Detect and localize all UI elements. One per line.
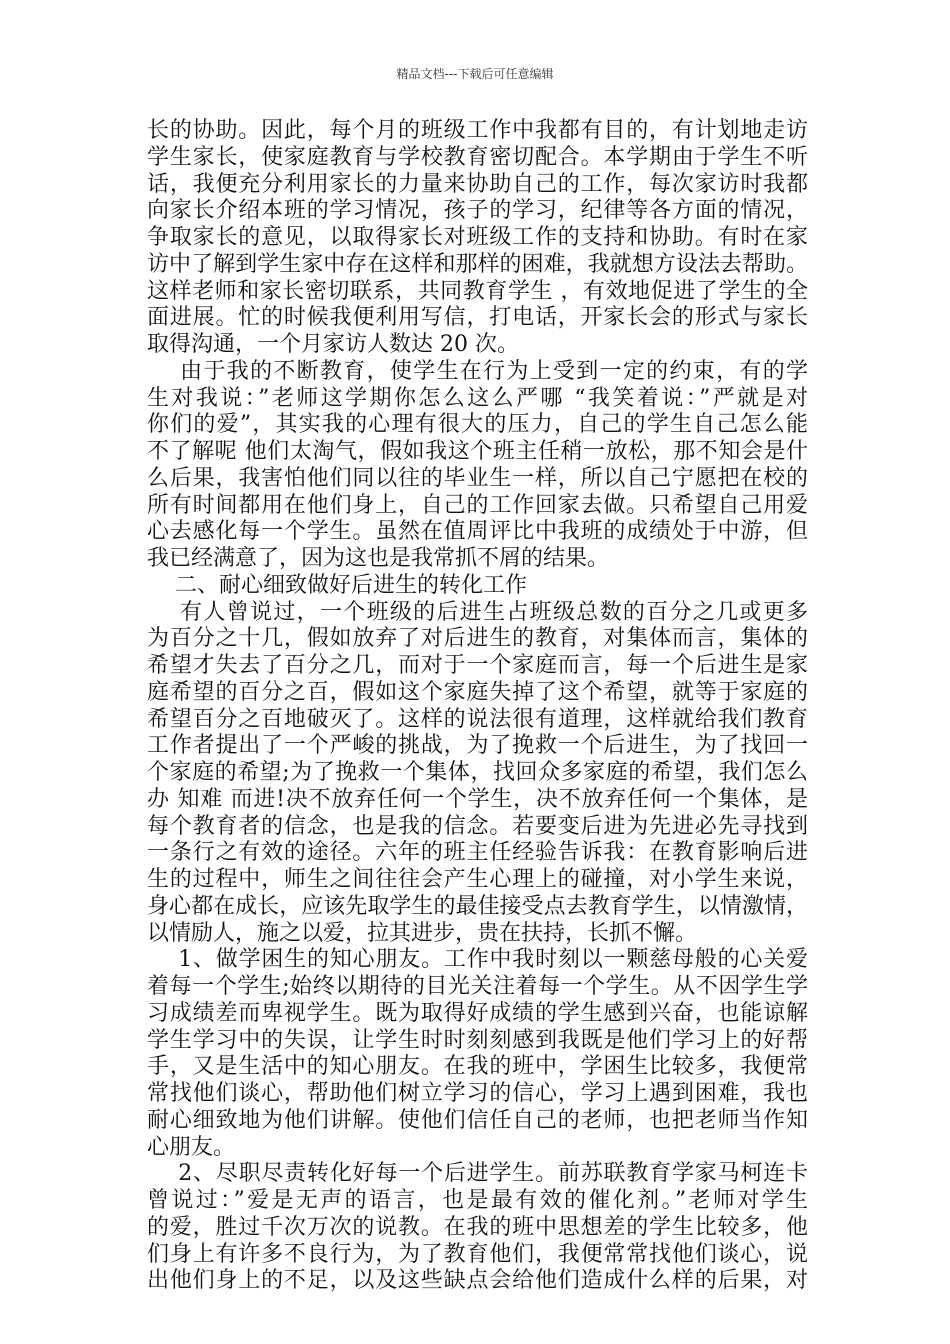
- text-line: 面进展。忙的时候我便利用写信，打电话，开家长会的形式与家长: [147, 305, 808, 331]
- text-line: 不了解呢 他们太淘气，假如我这个班主任稍一放松，那不知会是什: [147, 439, 808, 464]
- text-line: 心去感化每一个学生。虽然在值周评比中我班的成绩处于中游，但: [147, 519, 808, 545]
- text-line: 学生家长，使家庭教育与学校教育密切配合。本学期由于学生不听: [147, 144, 808, 170]
- text-line: 工作者提出了一个严峻的挑战，为了挽救一个后进生，为了找回一: [147, 733, 808, 759]
- text-line: 的爱，胜过千次万次的说教。在我的班中思想差的学生比较多，他: [147, 1214, 808, 1240]
- text-line: 访中了解到学生家中存在这样和那样的困难，我就想方设法去帮助。: [147, 251, 808, 277]
- text-line: 以情励人，施之以爱，拉其进步，贵在扶持，长抓不懈。: [147, 920, 698, 946]
- text-line: 你们的爱”，其实我的心理有很大的压力，自己的学生自己怎么能: [147, 412, 808, 438]
- text-line: 向家长介绍本班的学习情况，孩子的学习，纪律等各方面的情况，: [147, 198, 808, 224]
- text-line: 学生学习中的失误，让学生时时刻刻感到我既是他们学习上的好帮: [147, 1027, 808, 1053]
- text-line: 常找他们谈心，帮助他们树立学习的信心，学习上遇到困难，我也: [147, 1081, 808, 1106]
- text-line: 所有时间都用在他们身上，自己的工作回家去做。只希望自己用爱: [147, 492, 808, 518]
- text-line: 希望百分之百地破灭了。这样的说法很有道理，这样就给我们教育: [147, 706, 808, 732]
- text-line: 2、尽职尽责转化好每一个后进学生。前苏联教育学家马柯连卡: [147, 1161, 808, 1187]
- text-line: 二、耐心细致做好后进生的转化工作: [147, 572, 527, 598]
- text-line: 希望才失去了百分之几，而对于一个家庭而言，每一个后进生是家: [147, 653, 808, 678]
- text-line: 习成绩差而卑视学生。既为取得好成绩的学生感到兴奋，也能谅解: [147, 1000, 808, 1026]
- text-line: 长的协助。因此，每个月的班级工作中我都有目的，有计划地走访: [147, 118, 808, 143]
- text-line: 个家庭的希望;为了挽救一个集体，找回众多家庭的希望，我们怎么: [147, 760, 808, 785]
- text-line: 么后果，我害怕他们同以往的毕业生一样，所以自己宁愿把在校的: [147, 465, 808, 491]
- page-header: 精品文档---下载后可任意编辑: [396, 67, 554, 81]
- text-line: 话，我便充分利用家长的力量来协助自己的工作，每次家访时我都: [147, 171, 808, 197]
- text-line: 争取家长的意见，以取得家长对班级工作的支持和协助。有时在家: [147, 225, 808, 250]
- text-line: 心朋友。: [147, 1134, 236, 1160]
- document-body: [147, 118, 808, 1295]
- text-line: 由于我的不断教育，使学生在行为上受到一定的约束，有的学: [147, 358, 808, 384]
- text-line: 着每一个学生;始终以期待的目光关注着每一个学生。从不因学生学: [147, 974, 808, 999]
- text-line: 出他们身上的不足，以及这些缺点会给他们造成什么样的后果，对: [147, 1268, 808, 1294]
- text-line: 这样老师和家长密切联系，共同教育学生 ，有效地促进了学生的全: [147, 278, 808, 304]
- text-line: 身心都在成长，应该先取学生的最佳接受点去教育学生，以情激情，: [147, 893, 808, 919]
- text-line: 庭希望的百分之百，假如这个家庭失掉了这个希望，就等于家庭的: [147, 679, 808, 705]
- text-line: 为百分之十几，假如放弃了对后进生的教育，对集体而言，集体的: [147, 626, 808, 652]
- text-line: 办 知难 而进!决不放弃任何一个学生，决不放弃任何一个集体，是: [147, 786, 808, 812]
- text-line: 生的过程中，师生之间往往会产生心理上的碰撞，对小学生来说，: [147, 867, 808, 892]
- text-line: 我已经满意了，因为这也是我常抓不屑的结果。: [147, 546, 610, 571]
- text-line: 取得沟通，一个月家访人数达 20 次。: [147, 332, 519, 357]
- text-line: 1、做学困生的知心朋友。工作中我时刻以一颗慈母般的心关爱: [147, 947, 808, 973]
- text-line: 每个教育者的信念，也是我的信念。若要变后进为先进必先寻找到: [147, 813, 808, 839]
- text-line: 们身上有许多不良行为，为了教育他们，我便常常找他们谈心，说: [147, 1241, 808, 1267]
- text-line: 生对我说：”老师这学期你怎么这么严哪 “我笑着说：”严就是对: [147, 385, 808, 411]
- text-line: 手，又是生活中的知心朋友。在我的班中，学困生比较多，我便常: [147, 1054, 808, 1080]
- text-line: 耐心细致地为他们讲解。使他们信任自己的老师，也把老师当作知: [147, 1107, 808, 1133]
- text-line: 有人曾说过，一个班级的后进生占班级总数的百分之几或更多: [147, 599, 808, 625]
- text-line: 曾说过：”爱是无声的语言，也是最有效的催化剂。”老师对学生: [147, 1188, 808, 1213]
- text-line: 一条行之有效的途径。六年的班主任经验告诉我：在教育影响后进: [147, 840, 808, 866]
